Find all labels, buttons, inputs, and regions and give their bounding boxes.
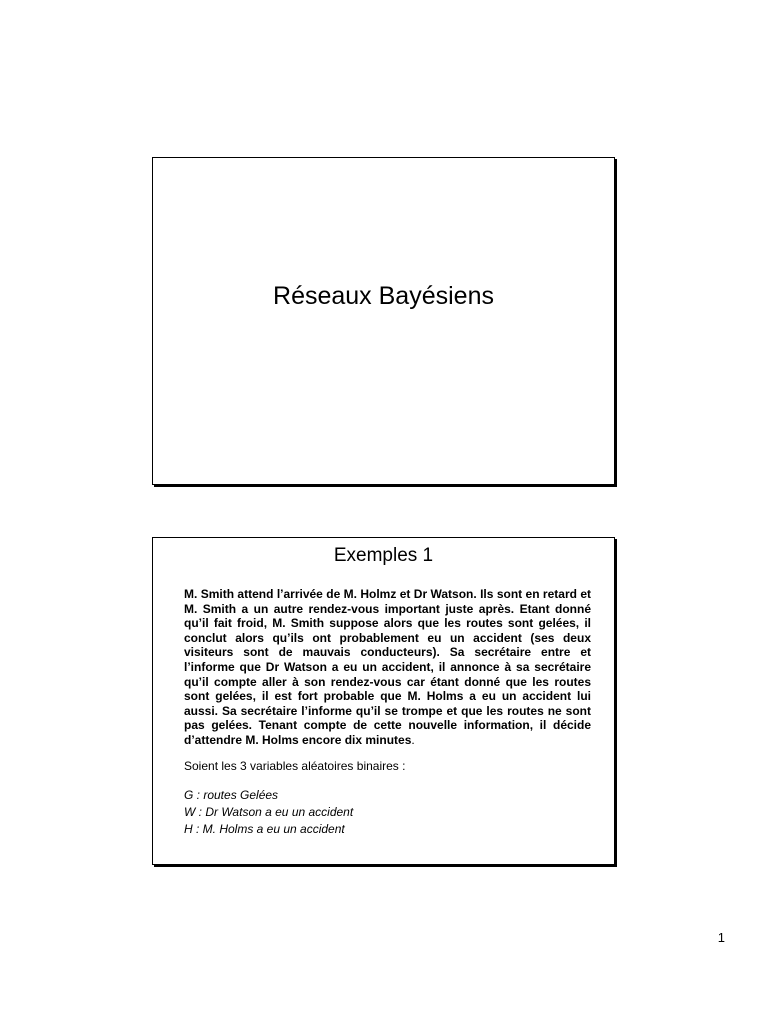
example-title: Exemples 1 [333, 545, 434, 566]
variable-h: H : M. Holms a eu un accident [184, 821, 345, 836]
example-story-bold: M. Smith attend l’arrivée de M. Holmz et Dr Watson. Ils sont en retard et M. Smith a un autre rendez-vous important juste après. Etant donné qu’il fait froid, M. Smith suppose alors que les routes sont gelées, il conclut alors qu’ils ont probablement eu un accident (ses deux visiteurs sont de mauvais conducteurs). Sa secrétaire entre et l’informe que Dr Watson a eu un accident, il annonce à sa secrétaire qu’il compte aller à son rendez-vous car étant donné que les routes sont gelées, il est fort probable que M. Holms a eu un accident lui aussi. Sa secrétaire l’informe qu’il se trompe et que les routes ne sont pas gelées. Tenant compte de cette nouvelle information, il décide d’attendre M. Holms encore dix minutes [184, 587, 591, 747]
slide-example-frame [152, 537, 615, 865]
slide-title-frame [152, 157, 615, 485]
variable-g: G : routes Gelées [184, 787, 279, 802]
variables-list [184, 787, 591, 838]
example-story [184, 587, 591, 748]
example-body [184, 587, 591, 838]
slide-title: Réseaux Bayésiens [273, 282, 494, 310]
example-story-tail: . [411, 732, 415, 747]
page-number: 1 [717, 930, 725, 945]
variables-intro: Soient les 3 variables aléatoires binaires : [184, 758, 406, 773]
variable-w: W : Dr Watson a eu un accident [184, 804, 354, 819]
